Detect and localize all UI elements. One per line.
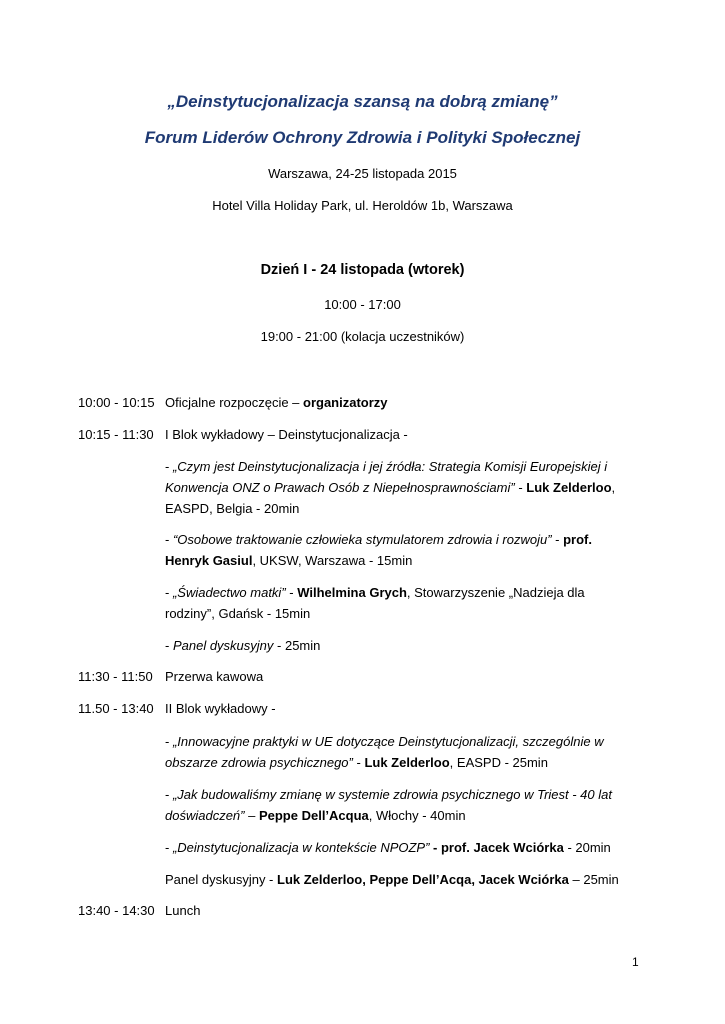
agenda-item-opening: Oficjalne rozpoczęcie – organizatorzy — [165, 395, 388, 410]
lecture-item: - „Jak budowaliśmy zmianę w systemie zdrowia psychicznego w Triest - 40 lat doświadczeń” – Peppe Dell’Acqua, Włochy - 40min — [165, 787, 612, 823]
lecture-item: - „Innowacyjne praktyki w UE dotyczące Deinstytucjonalizacji, szczególnie w obszarze zdrowia psychicznego” - Luk Zelderloo, EASPD - 25min — [165, 734, 604, 770]
agenda-time: 10:00 - 10:15 — [78, 395, 155, 410]
panel-item: - Panel dyskusyjny - 25min — [165, 638, 321, 653]
lecture-item: - „Świadectwo matki” - Wilhelmina Grych, Stowarzyszenie „Nadzieja dla rodziny”, Gdańsk - 15min — [165, 585, 585, 621]
event-venue: Hotel Villa Holiday Park, ul. Heroldów 1b, Warszawa — [212, 198, 513, 213]
agenda-time: 10:15 - 11:30 — [78, 427, 154, 442]
agenda-time: 11.50 - 13:40 — [78, 701, 154, 716]
event-dates: Warszawa, 24-25 listopada 2015 — [268, 166, 457, 181]
lecture-item: - „Czym jest Deinstytucjonalizacja i jej źródła: Strategia Komisji Europejskiej i Konwencja ONZ o Prawach Osób z Niepełnosprawnościami” - Luk Zelderloo, EASPD, Belgia - 20min — [165, 459, 616, 516]
agenda-item-block-1: I Blok wykładowy – Deinstytucjonalizacja - — [165, 427, 408, 442]
dinner-hours: 19:00 - 21:00 (kolacja uczestników) — [260, 329, 465, 344]
day-hours: 10:00 - 17:00 — [324, 297, 401, 312]
forum-subtitle: Forum Liderów Ochrony Zdrowia i Polityki Społecznej — [144, 128, 581, 147]
agenda-item-lunch: Lunch — [165, 903, 201, 918]
lecture-item: - „Deinstytucjonalizacja w kontekście NPOZP” - prof. Jacek Wciórka - 20min — [165, 840, 611, 855]
panel-item: Panel dyskusyjny - Luk Zelderloo, Peppe Dell’Acqa, Jacek Wciórka – 25min — [165, 872, 619, 887]
agenda-time: 11:30 - 11:50 — [78, 669, 153, 684]
day-heading: Dzień I - 24 listopada (wtorek) — [260, 262, 465, 278]
event-title: „Deinstytucjonalizacja szansą na dobrą zmianę” — [167, 92, 558, 111]
lecture-item: - “Osobowe traktowanie człowieka stymulatorem zdrowia i rozwoju” - prof. Henryk Gasiul, UKSW, Warszawa - 15min — [165, 532, 592, 568]
agenda-item-coffee-break: Przerwa kawowa — [165, 669, 264, 684]
page-number: 1 — [632, 955, 639, 969]
agenda-time: 13:40 - 14:30 — [78, 903, 155, 918]
agenda-item-block-2: II Blok wykładowy - — [165, 701, 276, 716]
